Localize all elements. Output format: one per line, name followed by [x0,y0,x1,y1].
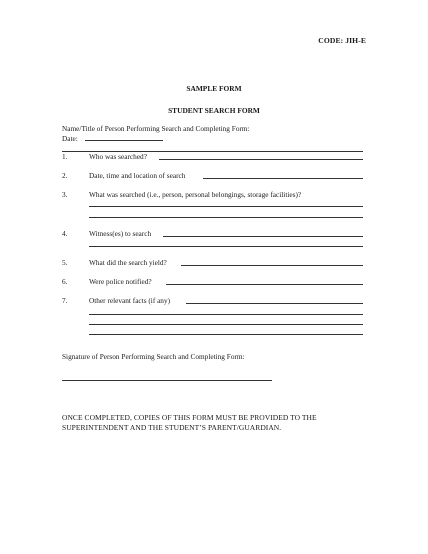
answer-line-date-time-location[interactable] [203,178,363,179]
signature-label: Signature of Person Performing Search and Completing Form: [62,352,245,361]
item-label-date-time-location: Date, time and location of search [89,171,186,180]
item-number: 3. [62,190,68,199]
document-code: CODE: JIH-E [318,36,366,45]
answer-line-what-searched-2[interactable] [89,217,363,218]
answer-line-witnesses-1[interactable] [163,236,363,237]
item-number: 1. [62,152,68,161]
answer-line-search-yield[interactable] [181,265,363,266]
item-label-other-facts: Other relevant facts (if any) [89,296,171,305]
date-label: Date: [62,134,78,143]
item-number: 5. [62,258,68,267]
sample-form-heading: SAMPLE FORM [186,84,242,93]
item-label-police-notified: Were police notified? [89,277,152,286]
item-label-witnesses: Witness(es) to search [89,229,152,238]
answer-line-other-facts-2[interactable] [89,314,363,315]
answer-line-witnesses-2[interactable] [89,246,363,247]
item-number: 6. [62,277,68,286]
signature-line[interactable] [62,380,272,381]
item-label-what-searched: What was searched (i.e., person, personal belongings, storage facilities)? [89,190,302,199]
answer-line-other-facts-4[interactable] [89,334,363,335]
answer-line-other-facts-1[interactable] [186,303,363,304]
item-number: 2. [62,171,68,180]
answer-line-what-searched-1[interactable] [89,206,363,207]
item-number: 7. [62,296,68,305]
item-label-search-yield: What did the search yield? [89,258,167,267]
form-title: STUDENT SEARCH FORM [168,106,260,115]
answer-line-police-notified[interactable] [166,284,363,285]
item-label-who-searched: Who was searched? [89,152,147,161]
answer-line-other-facts-3[interactable] [89,324,363,325]
name-title-label: Name/Title of Person Performing Search and Completing Form: [62,124,250,133]
date-line[interactable] [85,140,163,141]
item-number: 4. [62,229,68,238]
answer-line-who-searched[interactable] [159,159,363,160]
distribution-notice: ONCE COMPLETED, COPIES OF THIS FORM MUST BE PROVIDED TO THE SUPERINTENDENT AND THE STUDENT’S PARENT/GUARDIAN. [62,413,317,432]
